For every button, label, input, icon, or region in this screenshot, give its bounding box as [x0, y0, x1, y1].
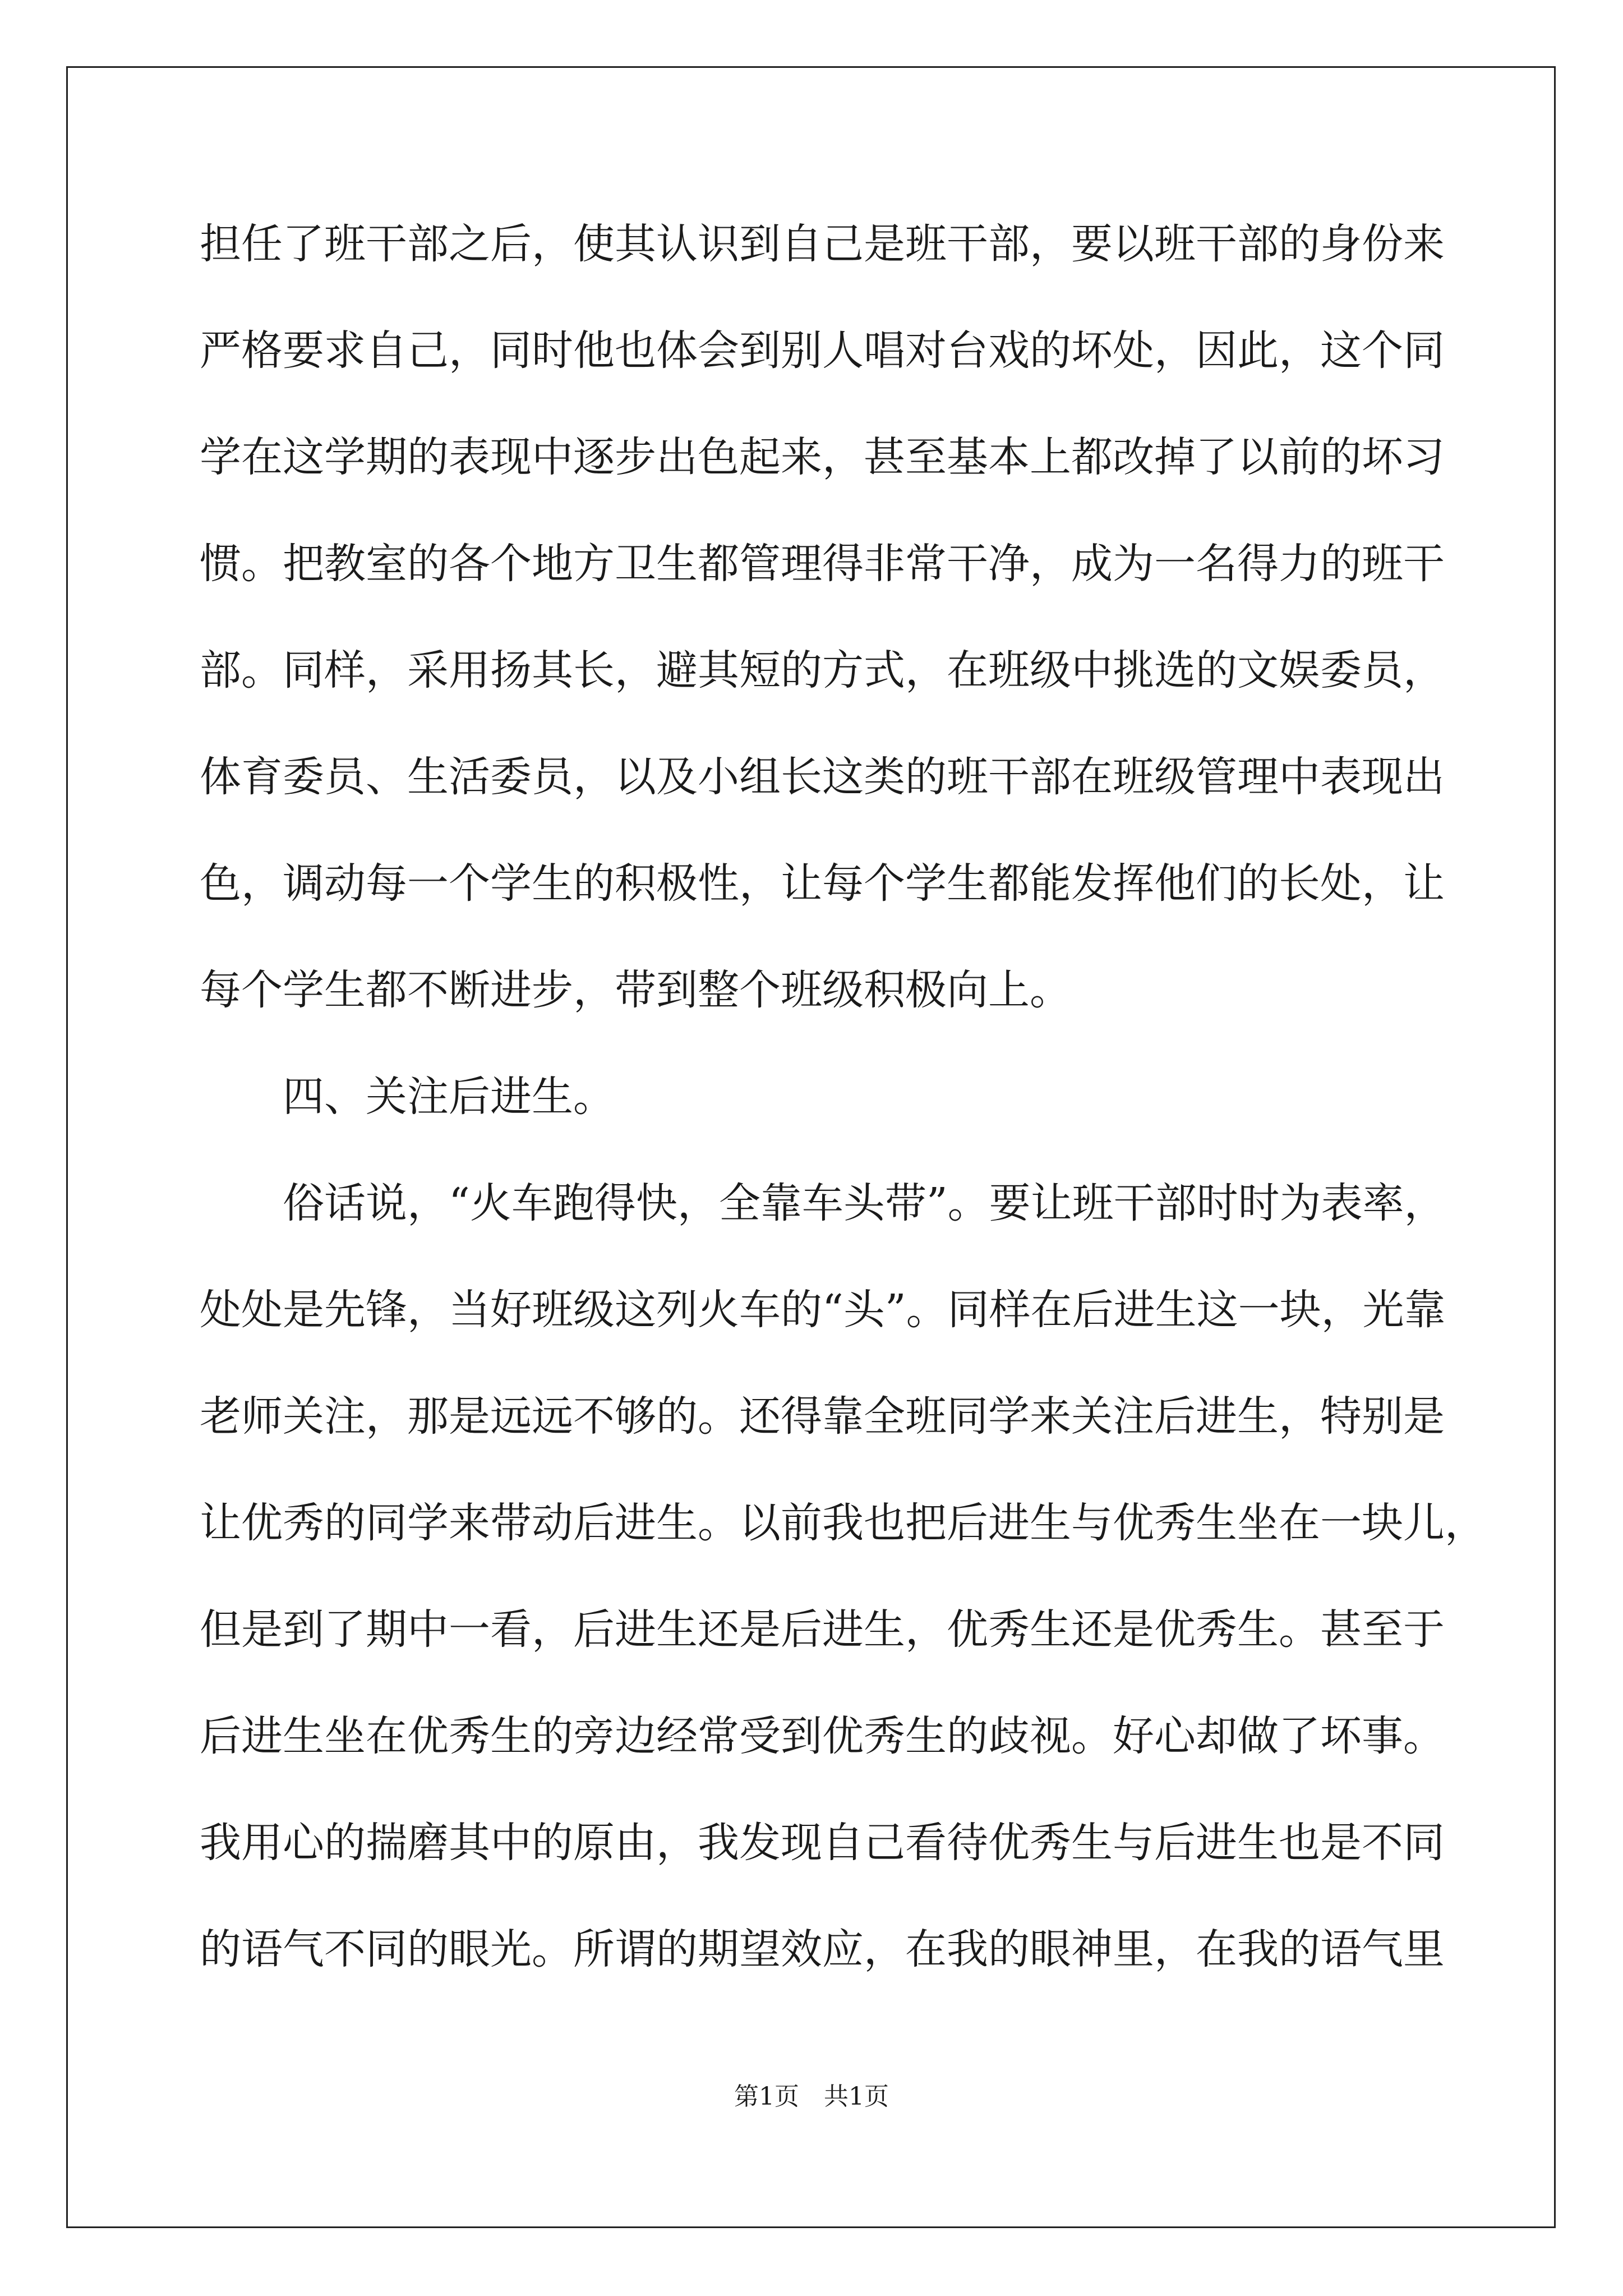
paragraph-line: 的语气不同的眼光。所谓的期望效应，在我的眼神里，在我的语气里: [200, 1925, 1445, 1973]
paragraph-line: 部。同样，采用扬其长，避其短的方式，在班级中挑选的文娱委员，: [200, 646, 1445, 694]
paragraph-line: 惯。把教室的各个地方卫生都管理得非常干净，成为一名得力的班干: [200, 540, 1445, 588]
paragraph-line: 每个学生都不断进步，带到整个班级积极向上。: [200, 966, 1071, 1014]
page-number-footer: 第1页 共1页: [734, 2082, 889, 2111]
paragraph-line: 学在这学期的表现中逐步出色起来，甚至基本上都改掉了以前的坏习: [200, 433, 1445, 481]
paragraph-line: 让优秀的同学来带动后进生。以前我也把后进生与优秀生坐在一块儿，: [200, 1499, 1486, 1547]
paragraph-line: 处处是先锋，当好班级这列火车的“头”。同样在后进生这一块，光靠: [200, 1286, 1446, 1334]
paragraph-line: 俗话说，“火车跑得快，全靠车头带”。要让班干部时时为表率，: [283, 1179, 1446, 1227]
paragraph-line: 老师关注，那是远远不够的。还得靠全班同学来关注后进生，特别是: [200, 1392, 1445, 1441]
paragraph-line: 严格要求自己，同时他也体会到别人唱对台戏的坏处，因此，这个同: [200, 326, 1445, 375]
paragraph-line: 我用心的揣磨其中的原由，我发现自己看待优秀生与后进生也是不同: [200, 1819, 1445, 1867]
paragraph-line: 担任了班干部之后，使其认识到自己是班干部，要以班干部的身份来: [200, 220, 1445, 268]
paragraph-line: 色，调动每一个学生的积极性，让每个学生都能发挥他们的长处，让: [200, 859, 1445, 908]
section-heading: 四、关注后进生。: [283, 1073, 615, 1121]
paragraph-line: 但是到了期中一看，后进生还是后进生，优秀生还是优秀生。甚至于: [200, 1605, 1445, 1654]
paragraph-line: 后进生坐在优秀生的旁边经常受到优秀生的歧视。好心却做了坏事。: [200, 1712, 1445, 1760]
paragraph-line: 体育委员、生活委员，以及小组长这类的班干部在班级管理中表现出: [200, 753, 1445, 801]
document-body: [200, 215, 1486, 2027]
